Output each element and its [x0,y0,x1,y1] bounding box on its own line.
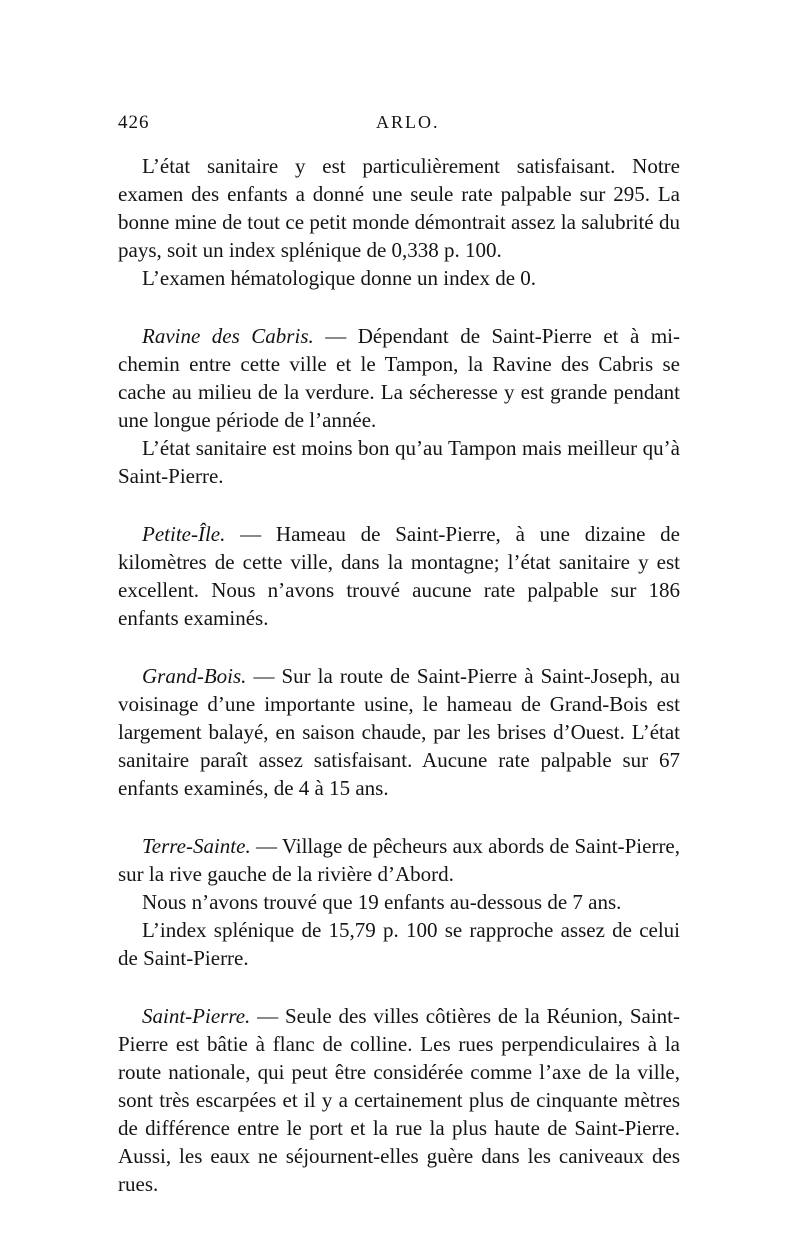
paragraph-ravine-sanitary: L’état sanitaire est moins bon qu’au Tampon mais meilleur qu’à Saint-Pierre. [118,436,680,488]
section-title-grand-bois: Grand-Bois. [142,664,247,688]
body-text [118,152,680,1198]
running-head: ARLO. [376,112,440,132]
paragraph-sanitary-state: L’état sanitaire y est particulièrement satisfaisant. Notre examen des enfants a donné une seule rate palpable sur 295. La bonne mine de tout ce petit monde démontrait assez la salubrité du pays, soit un index splénique de 0,338 p. 100. [118,154,680,262]
section-text-grand-bois: — Sur la route de Saint-Pierre à Saint-Joseph, au voisinage d’une importante usine, le hameau de Grand-Bois est largement balayé, en saison chaude, par les brises d’Ouest. L’état sanitaire paraît assez satisfaisant. Aucune rate palpable sur 67 enfants examinés, de 4 à 15 ans. [118,664,680,800]
section-title-petite-ile: Petite-Île. [142,522,226,546]
section-text-petite-ile: — Hameau de Saint-Pierre, à une dizaine de kilomètres de cette ville, dans la montagne; l’état sanitaire y est excellent. Nous n’avons trouvé aucune rate palpable sur 186 enfants examinés. [118,522,680,630]
section-title-terre-sainte: Terre-Sainte. [142,834,251,858]
section-divider [118,972,680,1002]
section-petite-ile [118,520,680,632]
section-terre-sainte [118,832,680,888]
section-divider [118,490,680,520]
paragraph-terre-sainte-children: Nous n’avons trouvé que 19 enfants au-dessous de 7 ans. [142,890,622,914]
section-text-saint-pierre: — Seule des villes côtières de la Réunion, Saint-Pierre est bâtie à flanc de colline. Les rues perpendiculaires à la route nationale, qui peut être considérée comme l’axe de la ville, sont très escarpées et il y a certainement plus de cinquante mètres de différence entre le port et la rue la plus haute de Saint-Pierre. Aussi, les eaux ne séjournent-elles guère dans les caniveaux des rues. [118,1004,680,1196]
section-text-terre-sainte: — Village de pêcheurs aux abords de Saint-Pierre, sur la rive gauche de la rivière d’Abord. [118,834,681,886]
section-title-saint-pierre: Saint-Pierre. [142,1004,251,1028]
section-ravine-des-cabris [118,322,680,434]
section-text-ravine-des-cabris: — Dépendant de Saint-Pierre et à mi-chemin entre cette ville et le Tampon, la Ravine des Cabris se cache au milieu de la verdure. La sécheresse y est grande pendant une longue période de l’année. [118,324,680,432]
page-number: 426 [118,112,150,133]
section-divider [118,802,680,832]
page-header [118,112,678,142]
paragraph-terre-sainte-index: L’index splénique de 15,79 p. 100 se rapproche assez de celui de Saint-Pierre. [118,918,680,970]
section-divider [118,632,680,662]
section-title-ravine-des-cabris: Ravine des Cabris. [142,324,314,348]
section-saint-pierre [118,1002,680,1198]
section-grand-bois [118,662,680,802]
paragraph-hematology: L’examen hématologique donne un index de 0. [142,266,537,290]
section-divider [118,292,680,322]
